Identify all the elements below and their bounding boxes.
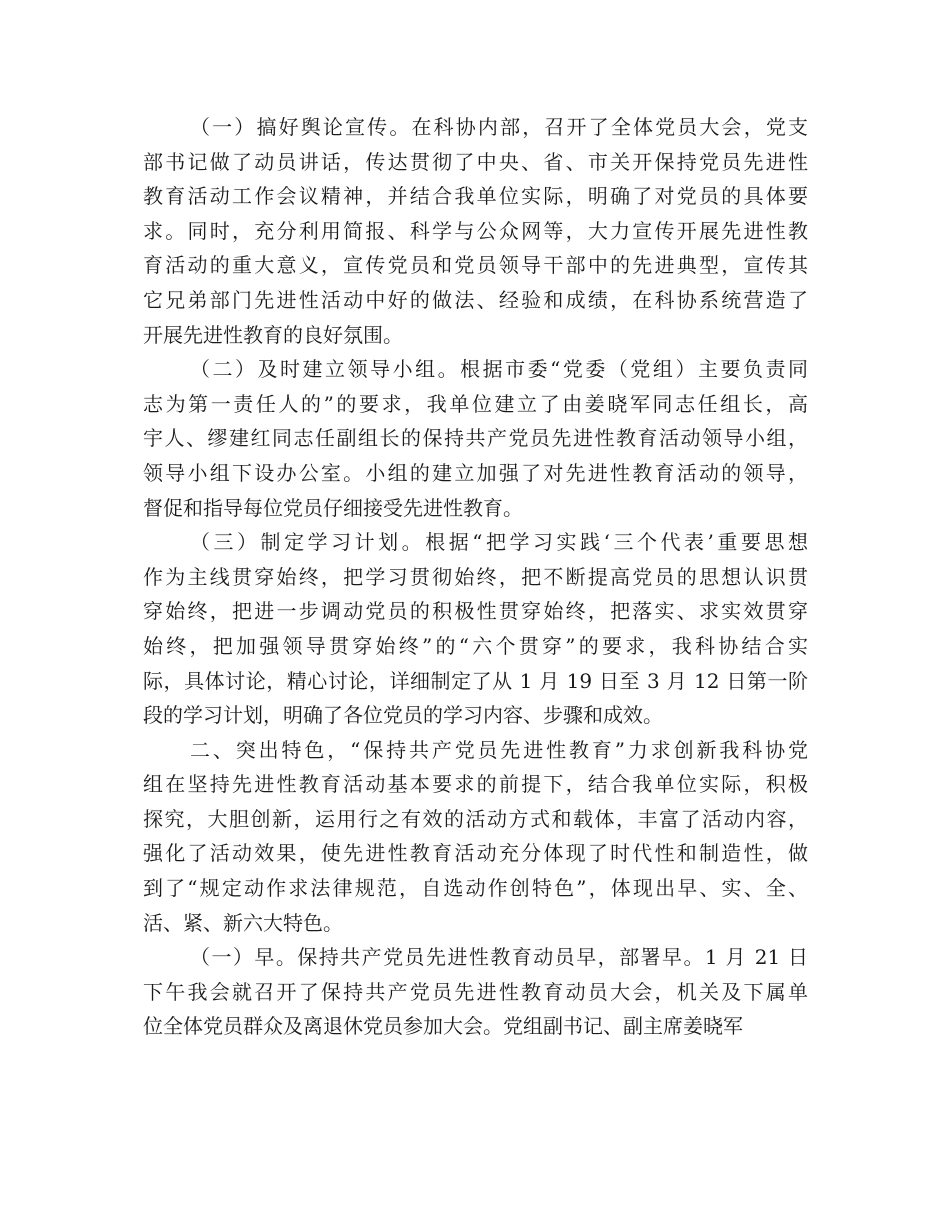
paragraph-features (143, 733, 808, 941)
text-line: 位全体党员群众及离退休党员参加大会。党组副书记、副主席姜晓军 (143, 1014, 743, 1039)
text-line: 部书记做了动员讲话，传达贯彻了中央、省、市关开保持党员先进性 (143, 149, 808, 174)
text-line: 教育活动工作会议精神，并结合我单位实际，明确了对党员的具体要 (143, 184, 808, 209)
paragraph-early (143, 940, 808, 1044)
text-line: 开展先进性教育的良好氛围。 (143, 322, 403, 347)
paragraph-publicity (143, 110, 808, 352)
text-line: 始终，把加强领导贯穿始终”的“六个贯穿”的要求，我科协结合实 (143, 633, 808, 658)
text-line: 宇人、缪建红同志任副组长的保持共产党员先进性教育活动领导小组， (143, 426, 808, 451)
text-line: 领导小组下设办公室。小组的建立加强了对先进性教育活动的领导， (143, 460, 808, 485)
text-line: 作为主线贯穿始终，把学习贯彻始终，把不断提高党员的思想认识贯 (143, 564, 808, 589)
text-line: 探究，大胆创新，运用行之有效的活动方式和载体，丰富了活动内容， (143, 806, 808, 831)
paragraph-leading-group (143, 352, 808, 525)
document-body (143, 110, 808, 1044)
text-line: （二）及时建立领导小组。根据市委“党委（党组）主要负责同 (190, 357, 808, 382)
text-line: 求。同时，充分利用简报、科学与公众网等，大力宣传开展先进性教 (143, 218, 808, 243)
text-line: 育活动的重大意义，宣传党员和党员领导干部中的先进典型，宣传其 (143, 253, 808, 278)
text-line: 二、突出特色，“保持共产党员先进性教育”力求创新我科协党 (190, 737, 808, 762)
text-line: 督促和指导每位党员仔细接受先进性教育。 (143, 495, 523, 520)
text-line: （三）制定学习计划。根据“把学习实践‘三个代表’重要思想 (190, 530, 808, 555)
text-line: 强化了活动效果，使先进性教育活动充分体现了时代性和制造性，做 (143, 841, 808, 866)
text-line: 际，具体讨论，精心讨论，详细制定了从 1 月 19 日至 3 月 12 日第一阶 (143, 668, 808, 693)
text-line: （一）早。保持共产党员先进性教育动员早，部署早。1 月 21 日 (190, 945, 808, 970)
paragraph-study-plan (143, 525, 808, 733)
text-line: 志为第一责任人的”的要求，我单位建立了由姜晓军同志任组长，高 (143, 391, 808, 416)
text-line: 到了“规定动作求法律规范，自选动作创特色”，体现出早、实、全、 (143, 876, 808, 901)
text-line: 下午我会就召开了保持共产党员先进性教育动员大会，机关及下属单 (143, 979, 808, 1004)
text-line: （一）搞好舆论宣传。在科协内部，召开了全体党员大会，党支 (190, 115, 808, 139)
text-line: 它兄弟部门先进性活动中好的做法、经验和成绩，在科协系统营造了 (143, 287, 808, 312)
text-line: 穿始终，把进一步调动党员的积极性贯穿始终，把落实、求实效贯穿 (143, 599, 808, 624)
text-line: 活、紧、新六大特色。 (143, 910, 343, 935)
text-line: 段的学习计划，明确了各位党员的学习内容、步骤和成效。 (143, 703, 663, 728)
text-line: 组在坚持先进性教育活动基本要求的前提下，结合我单位实际，积极 (143, 772, 808, 797)
